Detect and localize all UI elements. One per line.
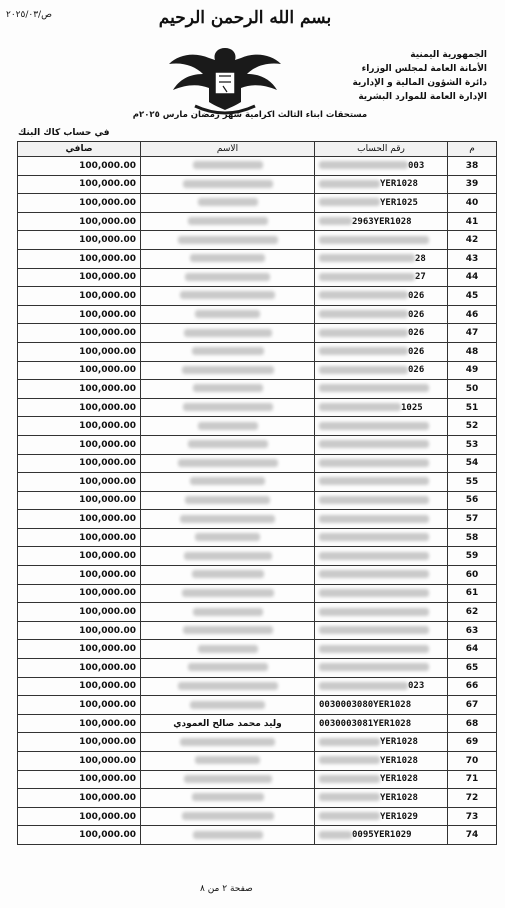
row-number: 53 (448, 435, 497, 454)
row-number: 49 (448, 361, 497, 380)
amount-cell: 100,000.00 (18, 807, 141, 826)
amount-cell: 100,000.00 (18, 157, 141, 176)
row-number: 50 (448, 380, 497, 399)
name-cell (141, 435, 315, 454)
row-number: 72 (448, 789, 497, 808)
account-cell (315, 826, 448, 845)
account-cell (315, 547, 448, 566)
row-number: 66 (448, 677, 497, 696)
redacted-name (178, 682, 278, 690)
redacted-name (195, 310, 260, 318)
redacted-name (182, 366, 274, 374)
account-text: YER1025 (380, 197, 418, 208)
account-cell (315, 175, 448, 194)
table-row (18, 566, 497, 585)
account-text: 026 (408, 365, 425, 376)
redacted-name (178, 459, 278, 467)
amount-cell: 100,000.00 (18, 696, 141, 715)
name-cell (141, 491, 315, 510)
account-text: 003 (408, 160, 425, 171)
account-cell (315, 752, 448, 771)
header-num: م (448, 142, 497, 157)
account-cell (315, 473, 448, 492)
amount-cell: 100,000.00 (18, 789, 141, 808)
account-cell (315, 584, 448, 603)
redacted-account (319, 459, 429, 467)
account-text: 023 (408, 681, 425, 692)
redacted-name (195, 533, 260, 541)
redacted-account (319, 477, 429, 485)
account-cell (315, 361, 448, 380)
account-cell (315, 324, 448, 343)
redacted-account (319, 552, 429, 560)
table-row (18, 268, 497, 287)
table-row (18, 342, 497, 361)
table-row (18, 417, 497, 436)
row-number: 60 (448, 566, 497, 585)
table-row (18, 584, 497, 603)
table-row (18, 528, 497, 547)
redacted-name (192, 347, 264, 355)
redacted-account (319, 291, 408, 299)
redacted-account (319, 161, 408, 169)
table-row (18, 510, 497, 529)
name-cell (141, 789, 315, 808)
row-number: 44 (448, 268, 497, 287)
row-number: 73 (448, 807, 497, 826)
name-cell (141, 807, 315, 826)
amount-cell: 100,000.00 (18, 361, 141, 380)
name-cell (141, 287, 315, 306)
table-row (18, 231, 497, 250)
redacted-name (192, 793, 264, 801)
account-text: YER1028 (380, 179, 418, 190)
row-number: 38 (448, 157, 497, 176)
account-cell (315, 454, 448, 473)
row-number: 54 (448, 454, 497, 473)
header-account: رقم الحساب (315, 142, 448, 157)
account-text: 1025 (401, 402, 423, 413)
table-row (18, 305, 497, 324)
row-number: 58 (448, 528, 497, 547)
account-text: 0030003081YER1028 (319, 718, 412, 729)
table-row (18, 473, 497, 492)
name-cell (141, 417, 315, 436)
name-cell (141, 157, 315, 176)
account-text: YER1028 (380, 755, 418, 766)
row-number: 67 (448, 696, 497, 715)
name-cell (141, 194, 315, 213)
redacted-name (182, 812, 274, 820)
name-text: وليد محمد صالح العمودي (173, 718, 282, 729)
redacted-account (319, 440, 429, 448)
table-row (18, 603, 497, 622)
redacted-account (319, 682, 408, 690)
redacted-account (319, 626, 429, 634)
table-row (18, 324, 497, 343)
amount-cell: 100,000.00 (18, 249, 141, 268)
row-number: 51 (448, 398, 497, 417)
name-cell (141, 659, 315, 678)
name-cell (141, 770, 315, 789)
amount-cell: 100,000.00 (18, 454, 141, 473)
page-number: صفحة ٢ من ٨ (200, 884, 253, 894)
redacted-name (195, 756, 260, 764)
redacted-name (185, 273, 270, 281)
name-cell (141, 640, 315, 659)
account-cell (315, 696, 448, 715)
table-body (18, 157, 497, 845)
redacted-name (198, 198, 258, 206)
name-cell (141, 677, 315, 696)
redacted-account (319, 236, 429, 244)
amount-cell: 100,000.00 (18, 287, 141, 306)
amount-cell: 100,000.00 (18, 621, 141, 640)
account-text: 2963YER1028 (352, 216, 412, 227)
redacted-name (193, 384, 263, 392)
account-cell (315, 305, 448, 324)
account-text: 026 (408, 328, 425, 339)
account-cell (315, 603, 448, 622)
gov-line: دائرة الشؤون المالية و الإدارية (352, 78, 487, 88)
account-cell (315, 491, 448, 510)
redacted-account (319, 663, 429, 671)
account-text: 0030003080YER1028 (319, 700, 412, 711)
account-cell (315, 249, 448, 268)
account-cell (315, 435, 448, 454)
name-cell (141, 714, 315, 733)
redacted-name (184, 552, 272, 560)
row-number: 43 (448, 249, 497, 268)
name-cell (141, 175, 315, 194)
amount-cell: 100,000.00 (18, 547, 141, 566)
table-row (18, 454, 497, 473)
redacted-name (178, 236, 278, 244)
name-cell (141, 528, 315, 547)
table-row (18, 640, 497, 659)
redacted-name (183, 180, 273, 188)
amount-cell: 100,000.00 (18, 566, 141, 585)
redacted-account (319, 589, 429, 597)
name-cell (141, 733, 315, 752)
amount-cell: 100,000.00 (18, 435, 141, 454)
account-text: YER1028 (380, 792, 418, 803)
name-cell (141, 621, 315, 640)
account-text: 026 (408, 309, 425, 320)
table-row (18, 212, 497, 231)
amount-cell: 100,000.00 (18, 231, 141, 250)
table-row (18, 659, 497, 678)
row-number: 62 (448, 603, 497, 622)
redacted-name (190, 254, 265, 262)
header-amount: صافي (18, 142, 141, 157)
name-cell (141, 324, 315, 343)
row-number: 55 (448, 473, 497, 492)
table-row (18, 435, 497, 454)
redacted-account (319, 775, 380, 783)
name-cell (141, 268, 315, 287)
redacted-name (180, 291, 275, 299)
gov-line: الأمانة العامة لمجلس الوزراء (361, 64, 487, 74)
amount-cell: 100,000.00 (18, 659, 141, 678)
name-cell (141, 510, 315, 529)
redacted-account (319, 645, 429, 653)
account-text: 27 (415, 272, 426, 283)
account-cell (315, 714, 448, 733)
redacted-account (319, 403, 401, 411)
redacted-name (180, 515, 275, 523)
table-row (18, 194, 497, 213)
redacted-name (193, 161, 263, 169)
account-cell (315, 566, 448, 585)
redacted-name (183, 626, 273, 634)
account-cell (315, 640, 448, 659)
table-row (18, 789, 497, 808)
redacted-name (188, 217, 268, 225)
name-cell (141, 398, 315, 417)
redacted-name (180, 738, 275, 746)
redacted-account (319, 180, 380, 188)
account-cell (315, 677, 448, 696)
account-cell (315, 194, 448, 213)
table-row (18, 491, 497, 510)
account-cell (315, 287, 448, 306)
yemen-eagle-emblem-icon (165, 40, 285, 118)
redacted-name (182, 589, 274, 597)
table-row (18, 807, 497, 826)
redacted-account (319, 533, 429, 541)
name-cell (141, 696, 315, 715)
name-cell (141, 473, 315, 492)
account-cell (315, 510, 448, 529)
amount-cell: 100,000.00 (18, 677, 141, 696)
amount-cell: 100,000.00 (18, 770, 141, 789)
row-number: 68 (448, 714, 497, 733)
name-cell (141, 826, 315, 845)
document-date: ص/٢٠٢٥/٠٣ (6, 10, 52, 20)
name-cell (141, 454, 315, 473)
redacted-account (319, 347, 408, 355)
amount-cell: 100,000.00 (18, 342, 141, 361)
table-row (18, 621, 497, 640)
account-text: YER1029 (380, 811, 418, 822)
table-row (18, 826, 497, 845)
redacted-name (193, 608, 263, 616)
table-row (18, 157, 497, 176)
redacted-name (190, 477, 265, 485)
table-row (18, 175, 497, 194)
amount-cell: 100,000.00 (18, 528, 141, 547)
account-cell (315, 157, 448, 176)
redacted-name (198, 422, 258, 430)
row-number: 74 (448, 826, 497, 845)
table-row (18, 287, 497, 306)
amount-cell: 100,000.00 (18, 733, 141, 752)
table-header-row (18, 142, 497, 157)
account-cell (315, 621, 448, 640)
redacted-account (319, 831, 352, 839)
amount-cell: 100,000.00 (18, 268, 141, 287)
row-number: 70 (448, 752, 497, 771)
amount-cell: 100,000.00 (18, 603, 141, 622)
row-number: 46 (448, 305, 497, 324)
amount-cell: 100,000.00 (18, 584, 141, 603)
name-cell (141, 380, 315, 399)
account-text: 026 (408, 346, 425, 357)
redacted-name (184, 775, 272, 783)
account-text: 026 (408, 290, 425, 301)
name-cell (141, 361, 315, 380)
row-number: 40 (448, 194, 497, 213)
table-row (18, 770, 497, 789)
name-cell (141, 603, 315, 622)
redacted-account (319, 273, 415, 281)
redacted-account (319, 217, 352, 225)
gov-line: الجمهورية اليمنية (410, 50, 487, 60)
table-row (18, 398, 497, 417)
row-number: 39 (448, 175, 497, 194)
table-row (18, 249, 497, 268)
account-cell (315, 770, 448, 789)
row-number: 42 (448, 231, 497, 250)
header-name: الاسم (141, 142, 315, 157)
name-cell (141, 342, 315, 361)
amount-cell: 100,000.00 (18, 752, 141, 771)
account-cell (315, 789, 448, 808)
amount-cell: 100,000.00 (18, 398, 141, 417)
account-text: 28 (415, 253, 426, 264)
table-row (18, 380, 497, 399)
account-cell (315, 342, 448, 361)
redacted-account (319, 366, 408, 374)
bank-note: في حساب كاك البنك (18, 128, 110, 138)
redacted-name (188, 663, 268, 671)
table-row (18, 752, 497, 771)
redacted-account (319, 756, 380, 764)
amount-cell: 100,000.00 (18, 324, 141, 343)
redacted-name (198, 645, 258, 653)
account-text: YER1028 (380, 737, 418, 748)
table-row (18, 677, 497, 696)
row-number: 64 (448, 640, 497, 659)
account-cell (315, 528, 448, 547)
row-number: 52 (448, 417, 497, 436)
table-row (18, 733, 497, 752)
amount-cell: 100,000.00 (18, 305, 141, 324)
redacted-name (185, 496, 270, 504)
account-text: YER1028 (380, 774, 418, 785)
table-row (18, 361, 497, 380)
amount-cell: 100,000.00 (18, 380, 141, 399)
redacted-account (319, 608, 429, 616)
amount-cell: 100,000.00 (18, 212, 141, 231)
account-cell (315, 807, 448, 826)
redacted-name (193, 831, 263, 839)
name-cell (141, 584, 315, 603)
name-cell (141, 547, 315, 566)
redacted-account (319, 422, 429, 430)
table-row (18, 547, 497, 566)
basmala-calligraphy: بسم الله الرحمن الرحيم (158, 8, 332, 28)
row-number: 41 (448, 212, 497, 231)
name-cell (141, 212, 315, 231)
amount-cell: 100,000.00 (18, 417, 141, 436)
redacted-account (319, 198, 380, 206)
row-number: 47 (448, 324, 497, 343)
amount-cell: 100,000.00 (18, 473, 141, 492)
row-number: 57 (448, 510, 497, 529)
row-number: 56 (448, 491, 497, 510)
account-cell (315, 659, 448, 678)
account-text: 0095YER1029 (352, 830, 412, 841)
account-cell (315, 733, 448, 752)
amount-cell: 100,000.00 (18, 714, 141, 733)
redacted-account (319, 570, 429, 578)
payroll-table (17, 141, 497, 845)
gov-line: الإدارة العامة للموارد البشرية (358, 92, 487, 102)
amount-cell: 100,000.00 (18, 491, 141, 510)
table-row (18, 714, 497, 733)
redacted-name (184, 329, 272, 337)
redacted-name (190, 701, 265, 709)
row-number: 71 (448, 770, 497, 789)
row-number: 69 (448, 733, 497, 752)
redacted-name (192, 570, 264, 578)
row-number: 61 (448, 584, 497, 603)
account-cell (315, 231, 448, 250)
government-header (352, 48, 487, 104)
redacted-account (319, 793, 380, 801)
amount-cell: 100,000.00 (18, 175, 141, 194)
redacted-account (319, 254, 415, 262)
name-cell (141, 249, 315, 268)
row-number: 65 (448, 659, 497, 678)
redacted-account (319, 310, 408, 318)
account-cell (315, 268, 448, 287)
name-cell (141, 231, 315, 250)
redacted-name (188, 440, 268, 448)
account-cell (315, 212, 448, 231)
name-cell (141, 305, 315, 324)
amount-cell: 100,000.00 (18, 194, 141, 213)
table-row (18, 696, 497, 715)
redacted-account (319, 812, 380, 820)
amount-cell: 100,000.00 (18, 640, 141, 659)
amount-cell: 100,000.00 (18, 826, 141, 845)
row-number: 48 (448, 342, 497, 361)
redacted-account (319, 738, 380, 746)
amount-cell: 100,000.00 (18, 510, 141, 529)
row-number: 45 (448, 287, 497, 306)
redacted-account (319, 384, 429, 392)
account-cell (315, 417, 448, 436)
name-cell (141, 566, 315, 585)
redacted-account (319, 329, 408, 337)
account-cell (315, 398, 448, 417)
redacted-account (319, 515, 429, 523)
name-cell (141, 752, 315, 771)
redacted-account (319, 496, 429, 504)
document-subtitle: مستحقات ابناء الثالث اكرامية شهر رمضان مارس ٢٠٢٥م (132, 110, 368, 120)
account-cell (315, 380, 448, 399)
row-number: 59 (448, 547, 497, 566)
row-number: 63 (448, 621, 497, 640)
redacted-name (183, 403, 273, 411)
